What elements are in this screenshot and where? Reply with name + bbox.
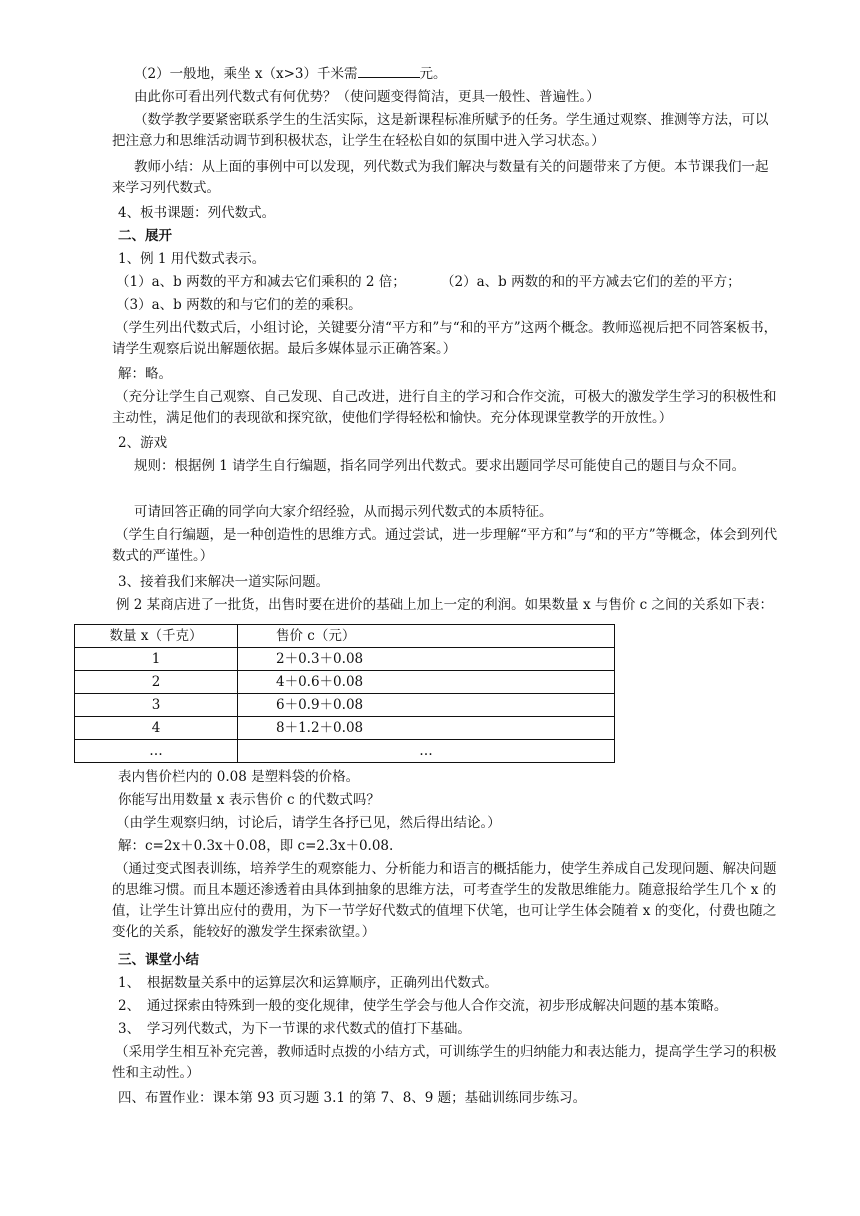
section-heading: 二、展开 [118,228,172,244]
table-cell: 4＋0.6＋0.08 [238,671,615,694]
text-line: （1）a、b 两数的平方和减去它们乘积的 2 倍； [116,274,406,290]
table-cell: 6＋0.9＋0.08 [238,694,615,717]
text-line: （3）a、b 两数的和与它们的差的乘积。 [116,297,362,313]
text-line: （由学生观察归纳，讨论后，请学生各抒已见，然后得出结论。） [116,815,501,831]
text-line: 4、板书课题：列代数式。 [118,205,276,221]
table-row [75,671,615,694]
text-line: 解：c=2x＋0.3x＋0.08，即 c=2.3x＋0.08. [118,838,394,854]
summary-item: 3、 学习列代数式，为下一节课的求代数式的值打下基础。 [118,1021,471,1037]
paragraph: （学生自行编题，是一种创造性的思维方式。通过尝试，进一步理解“平方和”与“和的平方”等概念，体会到列代数式的严谨性。） [112,527,778,564]
paragraph: 例 2 某商店进了一批货，出售时要在进价的基础上加上一定的利润。如果数量 x 与售价 c 之间的关系如下表： [116,597,774,613]
table-cell: 3 [75,694,238,717]
text-line [134,63,447,85]
table-row [75,740,615,763]
paragraph: 规则：根据例 1 请学生自行编题，指名同学列出代数式。要求出题同学尽可能使自己的题目与众不同。 [134,458,746,474]
paragraph: （数学教学要紧密联系学生的生活实际，这是新课程标准所赋予的任务。学生通过观察、推测等方法，可以把注意力和思维活动调节到积极状态，让学生在轻松自如的氛围中进入学习状态。） [112,112,769,149]
summary-item: 1、 根据数量关系中的运算层次和运算顺序，正确列出代数式。 [118,975,498,991]
text-line: 1、例 1 用代数式表示。 [118,251,266,267]
text-span: （2）一般地，乘坐 x（x>3）千米需 [134,66,358,82]
paragraph: （充分让学生自己观察、自己发现、自己改进，进行自主的学习和合作交流，可极大的激发学生学习的积极性和主动性，满足他们的表现欲和探究欲，使他们学得轻松和愉快。充分体现课堂教学的开放性。） [112,389,777,426]
section-heading: 三、课堂小结 [118,952,199,968]
text-line: 表内售价栏内的 0.08 是塑料袋的价格。 [118,769,360,785]
text-line: 可请回答正确的同学向大家介绍经验，从而揭示列代数式的本质特征。 [134,504,553,520]
table-cell: 8＋1.2＋0.08 [238,717,615,740]
text-line: 四、布置作业：课本第 93 页习题 3.1 的第 7、8、9 题；基础训练同步练习。 [118,1090,587,1106]
text-span: 元。 [419,66,447,82]
paragraph: （通过变式图表训练，培养学生的观察能力、分析能力和语言的概括能力，使学生养成自己发现问题、解决问题的思维习惯。而且本题还渗透着由具体到抽象的思维方法，可考查学生的发散思维能力。随意报给学生几个 x 的值，让学生计算出应付的费用，为下一节学好代数式的值埋下伏笔，也可让学生体会随着 x 的变化，付费也随之变化的关系，能较好的激发学生探索欲望。） [112,861,777,940]
text-line: 3、接着我们来解决一道实际问题。 [118,574,330,590]
table-header-row [75,625,615,648]
text-line: 解：略。 [118,366,172,382]
table-cell: … [75,740,238,763]
price-table [74,624,615,763]
table-row [75,717,615,740]
table-row [75,694,615,717]
text-line: 2、游戏 [118,435,168,451]
paragraph: （学生列出代数式后，小组讨论，关键要分清“平方和”与“和的平方”这两个概念。教师巡视后把不同答案板书，请学生观察后说出解题依据。最后多媒体显示正确答案。） [112,320,778,357]
column-header: 售价 c（元） [238,625,615,648]
text-line: 你能写出用数量 x 表示售价 c 的代数式吗？ [118,792,380,808]
table-cell: 2 [75,671,238,694]
summary-item: 2、 通过探索由特殊到一般的变化规律，使学生学会与他人合作交流，初步形成解决问题的基本策略。 [118,998,728,1014]
table-cell: 2＋0.3＋0.08 [238,648,615,671]
table-cell: 4 [75,717,238,740]
text-line: （2）a、b 两数的和的平方减去它们的差的平方； [441,274,741,290]
table-cell: 1 [75,648,238,671]
table-cell: … [238,740,615,763]
text-line: 由此你可看出列代数式有何优势？（使问题变得简洁，更具一般性、普遍性。） [134,89,600,105]
paragraph: 教师小结：从上面的事例中可以发现，列代数式为我们解决与数量有关的问题带来了方便。本节课我们一起来学习列代数式。 [112,159,769,196]
column-header: 数量 x（千克） [75,625,238,648]
table-row [75,648,615,671]
paragraph: （采用学生相互补充完善，教师适时点拨的小结方式，可训练学生的归纳能力和表达能力，提高学生学习的积极性和主动性。） [112,1044,777,1081]
answer-blank [358,63,420,78]
